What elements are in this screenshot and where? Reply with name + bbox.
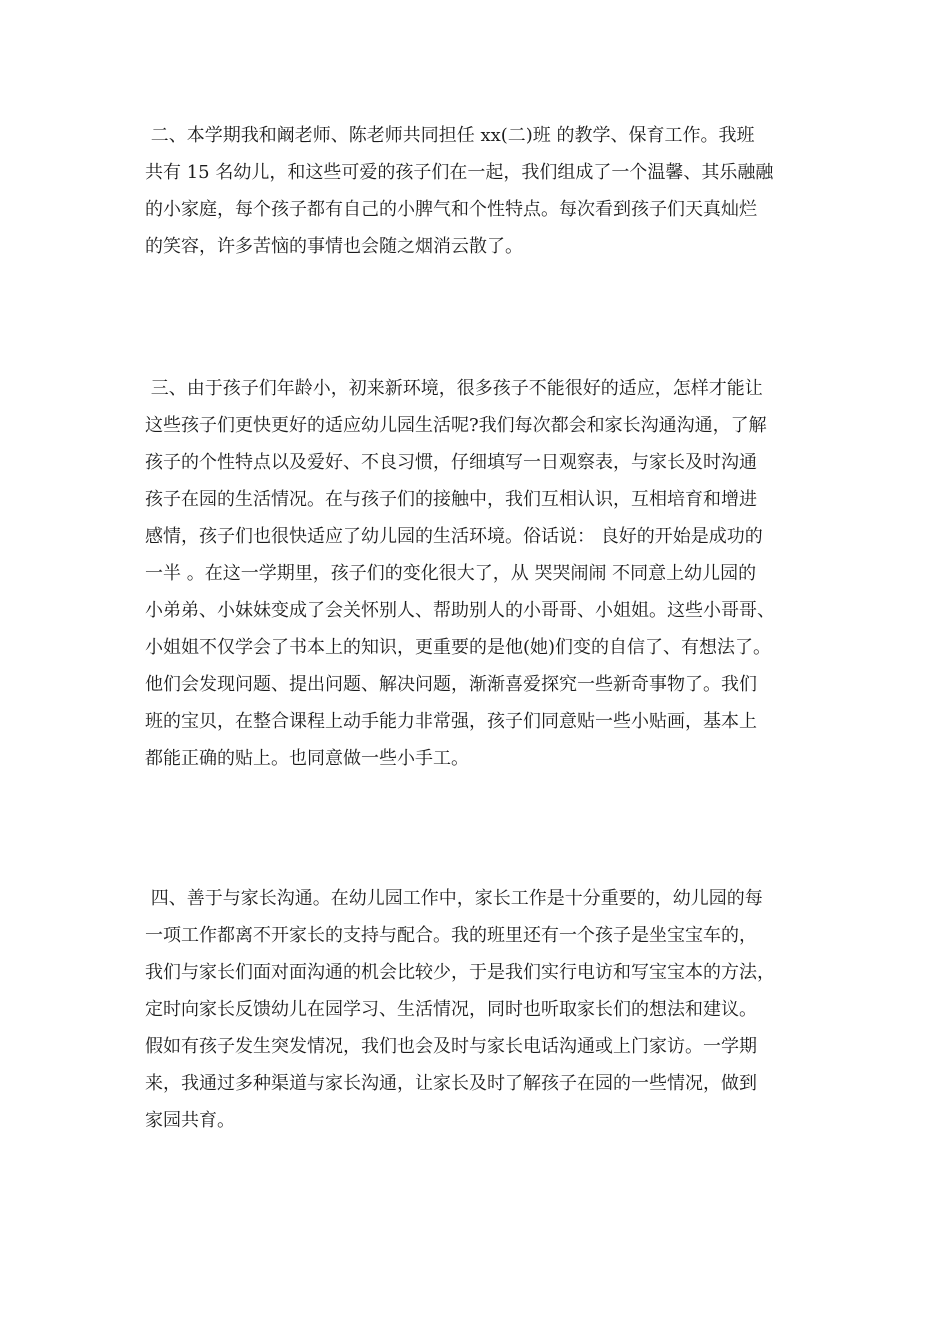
text-line: 我们与家长们面对面沟通的机会比较少，于是我们实行电访和写宝宝本的方法， — [145, 962, 775, 983]
text-line: 假如有孩子发生突发情况，我们也会及时与家长电话沟通或上门家访。一学期 — [145, 1036, 757, 1057]
text-line: 二、本学期我和阚老师、陈老师共同担任 xx(二)班 的教学、保育工作。我班 — [145, 125, 755, 146]
text-line: 班的宝贝，在整合课程上动手能力非常强，孩子们同意贴一些小贴画，基本上 — [145, 711, 757, 732]
text-line: 来，我通过多种渠道与家长沟通，让家长及时了解孩子在园的一些情况，做到 — [145, 1073, 757, 1094]
paragraph-section-three — [145, 370, 805, 777]
text-line: 家园共育。 — [145, 1110, 235, 1131]
text-line: 共有 15 名幼儿，和这些可爱的孩子们在一起，我们组成了一个温馨、其乐融融 — [145, 162, 774, 183]
text-line: 都能正确的贴上。也同意做一些小手工。 — [145, 748, 469, 769]
text-line: 感情，孩子们也很快适应了幼儿园的生活环境。俗话说： 良好的开始是成功的 — [145, 526, 763, 547]
text-line: 四、善于与家长沟通。在幼儿园工作中，家长工作是十分重要的，幼儿园的每 — [145, 888, 763, 909]
text-line: 定时向家长反馈幼儿在园学习、生活情况，同时也听取家长们的想法和建议。 — [145, 999, 757, 1020]
text-line: 小弟弟、小妹妹变成了会关怀别人、帮助别人的小哥哥、小姐姐。这些小哥哥、 — [145, 600, 775, 621]
text-line: 孩子的个性特点以及爱好、不良习惯，仔细填写一日观察表，与家长及时沟通 — [145, 452, 757, 473]
text-line: 三、由于孩子们年龄小，初来新环境，很多孩子不能很好的适应，怎样才能让 — [145, 378, 763, 399]
text-line: 这些孩子们更快更好的适应幼儿园生活呢?我们每次都会和家长沟通沟通，了解 — [145, 415, 767, 436]
text-line: 小姐姐不仅学会了书本上的知识，更重要的是他(她)们变的自信了、有想法了。 — [145, 637, 772, 658]
paragraph-section-four — [145, 880, 805, 1139]
text-line: 的小家庭，每个孩子都有自己的小脾气和个性特点。每次看到孩子们天真灿烂 — [145, 199, 757, 220]
text-line: 的笑容，许多苦恼的事情也会随之烟消云散了。 — [145, 236, 523, 257]
text-line: 他们会发现问题、提出问题、解决问题，渐渐喜爱探究一些新奇事物了。我们 — [145, 674, 757, 695]
text-line: 孩子在园的生活情况。在与孩子们的接触中，我们互相认识，互相培育和增进 — [145, 489, 757, 510]
paragraph-section-two — [145, 117, 805, 265]
text-line: 一项工作都离不开家长的支持与配合。我的班里还有一个孩子是坐宝宝车的， — [145, 925, 757, 946]
text-line: 一半 。在这一学期里，孩子们的变化很大了，从 哭哭闹闹 不同意上幼儿园的 — [145, 563, 757, 584]
